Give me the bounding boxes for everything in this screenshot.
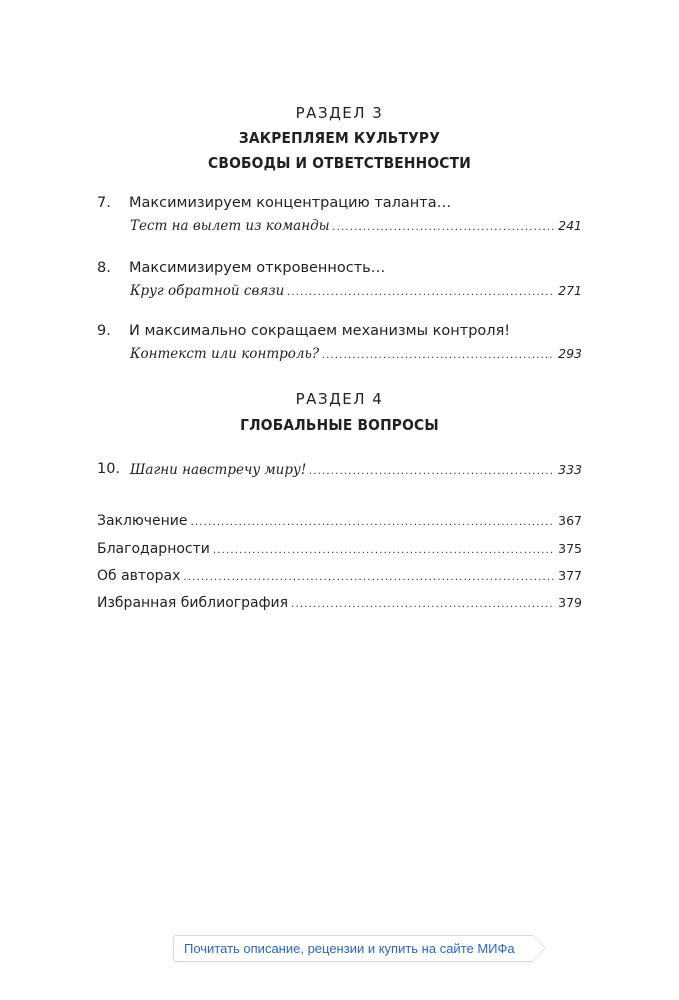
dot-leader xyxy=(287,287,555,298)
chapter-7-number: 7. xyxy=(97,195,111,211)
section-3-title-line-2: СВОБОДЫ И ОТВЕТСТВЕННОСТИ xyxy=(208,154,471,172)
chapter-8-heading xyxy=(97,260,587,276)
section-4-label: РАЗДЕЛ 4 xyxy=(295,390,384,408)
chapter-10-page: 333 xyxy=(558,462,582,477)
buy-on-mif-link[interactable] xyxy=(173,935,533,962)
chapter-7-page: 241 xyxy=(558,218,582,233)
dot-leader xyxy=(333,222,556,233)
chapter-8-number: 8. xyxy=(97,260,111,276)
about-authors-label: Об авторах xyxy=(97,568,181,584)
dot-leader xyxy=(291,599,555,610)
acknowledgements-page: 375 xyxy=(558,541,582,556)
chapter-8-heading-text: Максимизируем откровенность… xyxy=(129,260,386,276)
chapter-7-heading-text: Максимизируем концентрацию таланта… xyxy=(129,195,452,211)
toc-entry-about-authors[interactable] xyxy=(97,568,582,584)
conclusion-page: 367 xyxy=(558,513,582,528)
chapter-7-subtitle: Тест на вылет из команды xyxy=(130,218,330,234)
toc-entry-chapter-7[interactable] xyxy=(130,218,582,234)
buy-on-mif-link-text: Почитать описание, рецензии и купить на сайте МИФа xyxy=(184,941,515,956)
toc-entry-chapter-9[interactable] xyxy=(130,346,582,362)
bibliography-label: Избранная библиография xyxy=(97,595,289,611)
dot-leader xyxy=(183,572,555,583)
chapter-9-subtitle: Контекст или контроль? xyxy=(130,346,320,362)
toc-entry-conclusion[interactable] xyxy=(97,513,582,529)
toc-entry-chapter-10[interactable] xyxy=(130,462,582,478)
chapter-9-number: 9. xyxy=(97,323,111,339)
toc-entry-bibliography[interactable] xyxy=(97,595,582,611)
toc-entry-acknowledgements[interactable] xyxy=(97,541,582,557)
chapter-9-heading xyxy=(97,323,587,339)
dot-leader xyxy=(213,545,555,556)
dot-leader xyxy=(309,466,555,477)
section-4-title: ГЛОБАЛЬНЫЕ ВОПРОСЫ xyxy=(240,416,439,434)
section-3-title-line-1: ЗАКРЕПЛЯЕМ КУЛЬТУРУ xyxy=(238,129,441,147)
dot-leader xyxy=(191,517,556,528)
dot-leader xyxy=(322,350,555,361)
section-3-label: РАЗДЕЛ 3 xyxy=(295,104,384,122)
chapter-8-page: 271 xyxy=(558,283,582,298)
acknowledgements-label: Благодарности xyxy=(97,541,210,557)
chapter-10-number: 10. xyxy=(97,461,121,477)
conclusion-label: Заключение xyxy=(97,513,188,529)
chapter-7-heading xyxy=(97,195,587,211)
chapter-10-subtitle: Шагни навстречу миру! xyxy=(130,462,307,478)
bibliography-page: 379 xyxy=(558,595,582,610)
chapter-9-heading-text: И максимально сокращаем механизмы контроля! xyxy=(129,323,511,339)
about-authors-page: 377 xyxy=(558,568,582,583)
toc-entry-chapter-8[interactable] xyxy=(130,283,582,299)
chapter-9-page: 293 xyxy=(558,346,582,361)
chapter-8-subtitle: Круг обратной связи xyxy=(130,283,285,299)
